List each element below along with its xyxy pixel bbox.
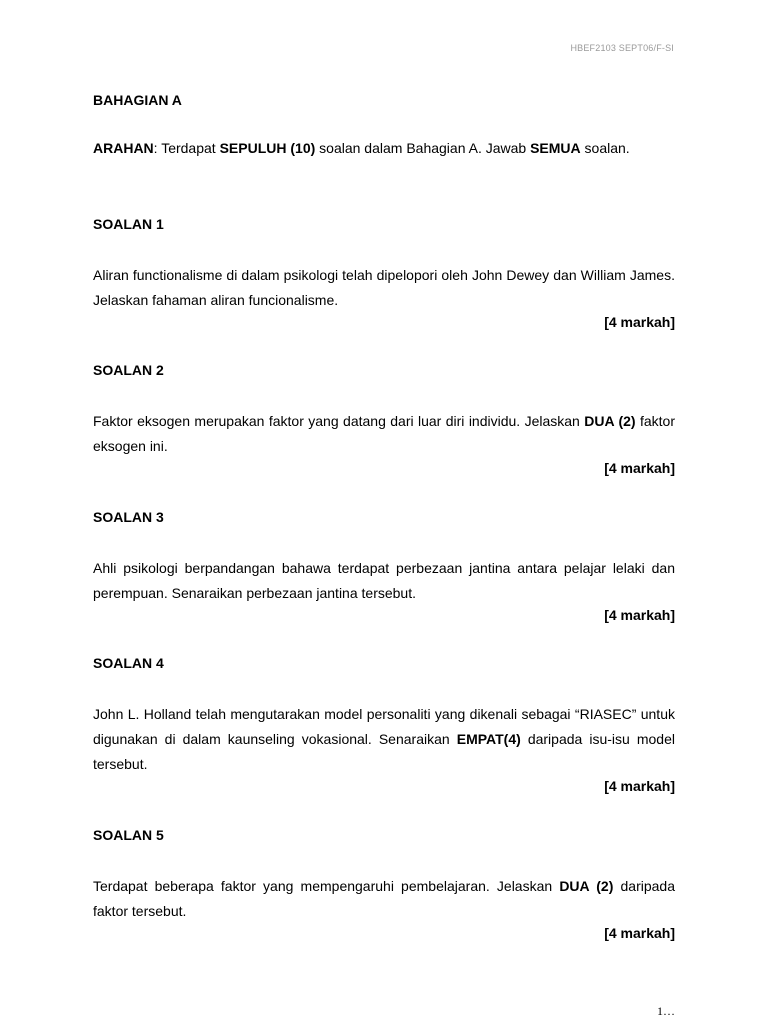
question-title: SOALAN 2 xyxy=(93,362,164,378)
instruction-answer-all: SEMUA xyxy=(530,140,581,156)
question-marks: [4 markah] xyxy=(604,778,675,794)
page-continuation-marker: 1… xyxy=(657,1004,675,1018)
question-text: Faktor eksogen merupakan faktor yang datang dari luar diri individu. Jelaskan DUA (2) faktor eksogen ini. xyxy=(93,413,675,454)
question-marks: [4 markah] xyxy=(604,925,675,941)
instruction-question-count: SEPULUH (10) xyxy=(219,140,316,156)
section-title: BAHAGIAN A xyxy=(93,92,182,108)
question-title: SOALAN 4 xyxy=(93,655,164,671)
question-marks: [4 markah] xyxy=(604,607,675,623)
question-marks: [4 markah] xyxy=(604,460,675,476)
question-text: Ahli psikologi berpandangan bahawa terdapat perbezaan jantina antara pelajar lelaki dan perempuan. Senaraikan perbezaan jantina tersebut. xyxy=(93,560,675,601)
question-3 xyxy=(93,508,675,624)
question-4 xyxy=(93,654,675,795)
question-text: Terdapat beberapa faktor yang mempengaruhi pembelajaran. Jelaskan DUA (2) daripada faktor tersebut. xyxy=(93,878,675,919)
question-2 xyxy=(93,361,675,477)
question-title: SOALAN 3 xyxy=(93,509,164,525)
question-5 xyxy=(93,826,675,942)
question-marks: [4 markah] xyxy=(604,314,675,330)
question-text: Aliran functionalisme di dalam psikologi telah dipelopori oleh John Dewey dan William James. Jelaskan fahaman aliran funcionalisme. xyxy=(93,267,675,308)
instruction-text: soalan dalam Bahagian A. Jawab xyxy=(315,140,531,156)
question-1 xyxy=(93,215,675,331)
question-title: SOALAN 5 xyxy=(93,827,164,843)
question-text: John L. Holland telah mengutarakan model personaliti yang dikenali sebagai “RIASEC” untuk digunakan di dalam kaunseling vokasional. Senaraikan EMPAT(4) daripada isu-isu model tersebut. xyxy=(93,706,675,772)
instruction-label: ARAHAN xyxy=(93,140,154,156)
instruction-text: soalan. xyxy=(580,140,630,156)
document-code: HBEF2103 SEPT06/F-SI xyxy=(570,43,674,53)
question-title: SOALAN 1 xyxy=(93,216,164,232)
instructions xyxy=(93,140,675,156)
instruction-text: : Terdapat xyxy=(153,140,220,156)
